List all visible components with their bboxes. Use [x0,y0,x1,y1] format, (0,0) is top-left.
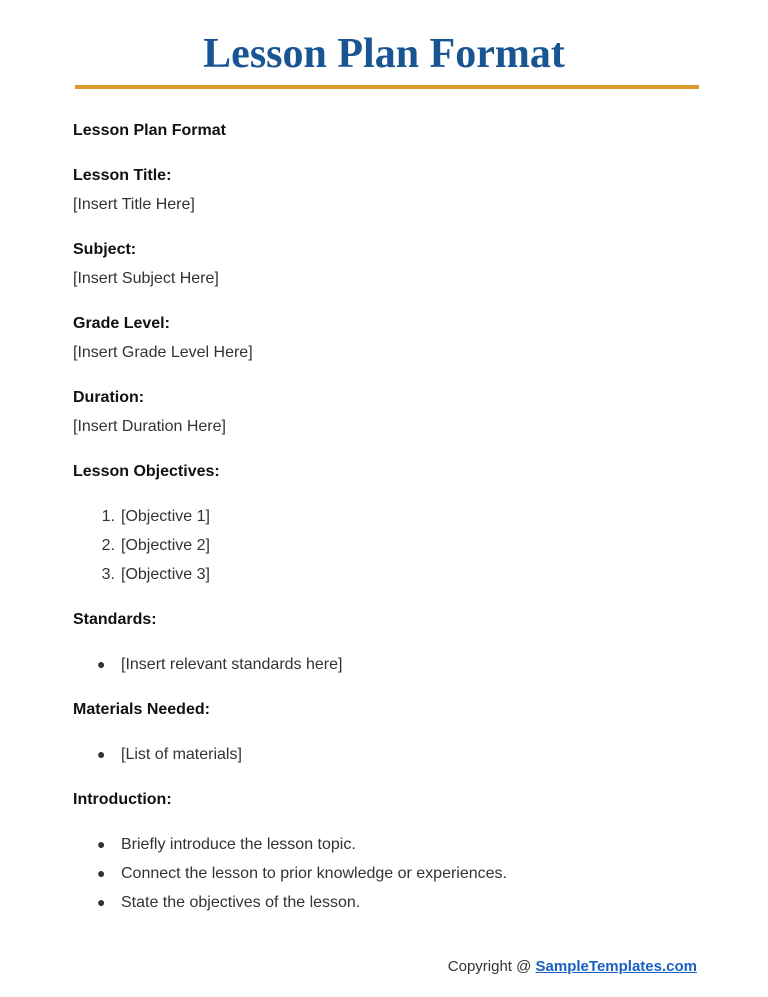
list-number: 3. [101,566,115,583]
list-number: 2. [101,537,115,554]
objective-text: [Objective 2] [121,537,210,554]
grade-level-value: [Insert Grade Level Here] [73,344,253,361]
subject-label: Subject: [73,241,137,258]
introduction-text: State the objectives of the lesson. [121,894,361,911]
bullet-icon: ● [97,836,106,852]
lesson-title-label: Lesson Title: [73,167,172,184]
list-item [73,859,703,888]
standards-label: Standards: [73,611,157,628]
standards-list [73,650,703,679]
page-title: Lesson Plan Format [203,31,565,77]
introduction-label: Introduction: [73,791,172,808]
objectives-label: Lesson Objectives: [73,463,220,480]
objective-text: [Objective 1] [121,508,210,525]
copyright-text: Copyright @ [447,958,536,975]
subject-value: [Insert Subject Here] [73,270,219,287]
intro-heading: Lesson Plan Format [73,122,226,139]
title-divider [75,85,699,89]
standards-section [73,605,703,679]
list-item [73,531,703,560]
standard-text: [Insert relevant standards here] [121,656,343,673]
list-item [73,560,703,589]
list-item [73,830,703,859]
introduction-text: Briefly introduce the lesson topic. [121,836,356,853]
bullet-icon: ● [97,656,106,672]
bullet-icon: ● [97,746,106,762]
list-number: 1. [101,508,115,525]
material-text: [List of materials] [121,746,242,763]
duration-section [73,383,703,441]
materials-label: Materials Needed: [73,701,210,718]
introduction-list [73,830,703,917]
bullet-icon: ● [97,894,106,910]
document-body [73,116,703,917]
list-item [73,888,703,917]
lesson-title-value: [Insert Title Here] [73,196,195,213]
objective-text: [Objective 3] [121,566,210,583]
grade-level-section [73,309,703,367]
lesson-title-section [73,161,703,219]
introduction-text: Connect the lesson to prior knowledge or experiences. [121,865,507,882]
bullet-icon: ● [97,865,106,881]
subject-section [73,235,703,293]
list-item [73,740,703,769]
objectives-section [73,457,703,589]
footer-copyright [448,956,697,978]
objectives-list [73,502,703,589]
list-item [73,650,703,679]
grade-level-label: Grade Level: [73,315,170,332]
duration-label: Duration: [73,389,145,406]
introduction-section [73,785,703,917]
list-item [73,502,703,531]
materials-section [73,695,703,769]
sampletemplates-link[interactable]: SampleTemplates.com [535,958,697,975]
duration-value: [Insert Duration Here] [73,418,226,435]
materials-list [73,740,703,769]
